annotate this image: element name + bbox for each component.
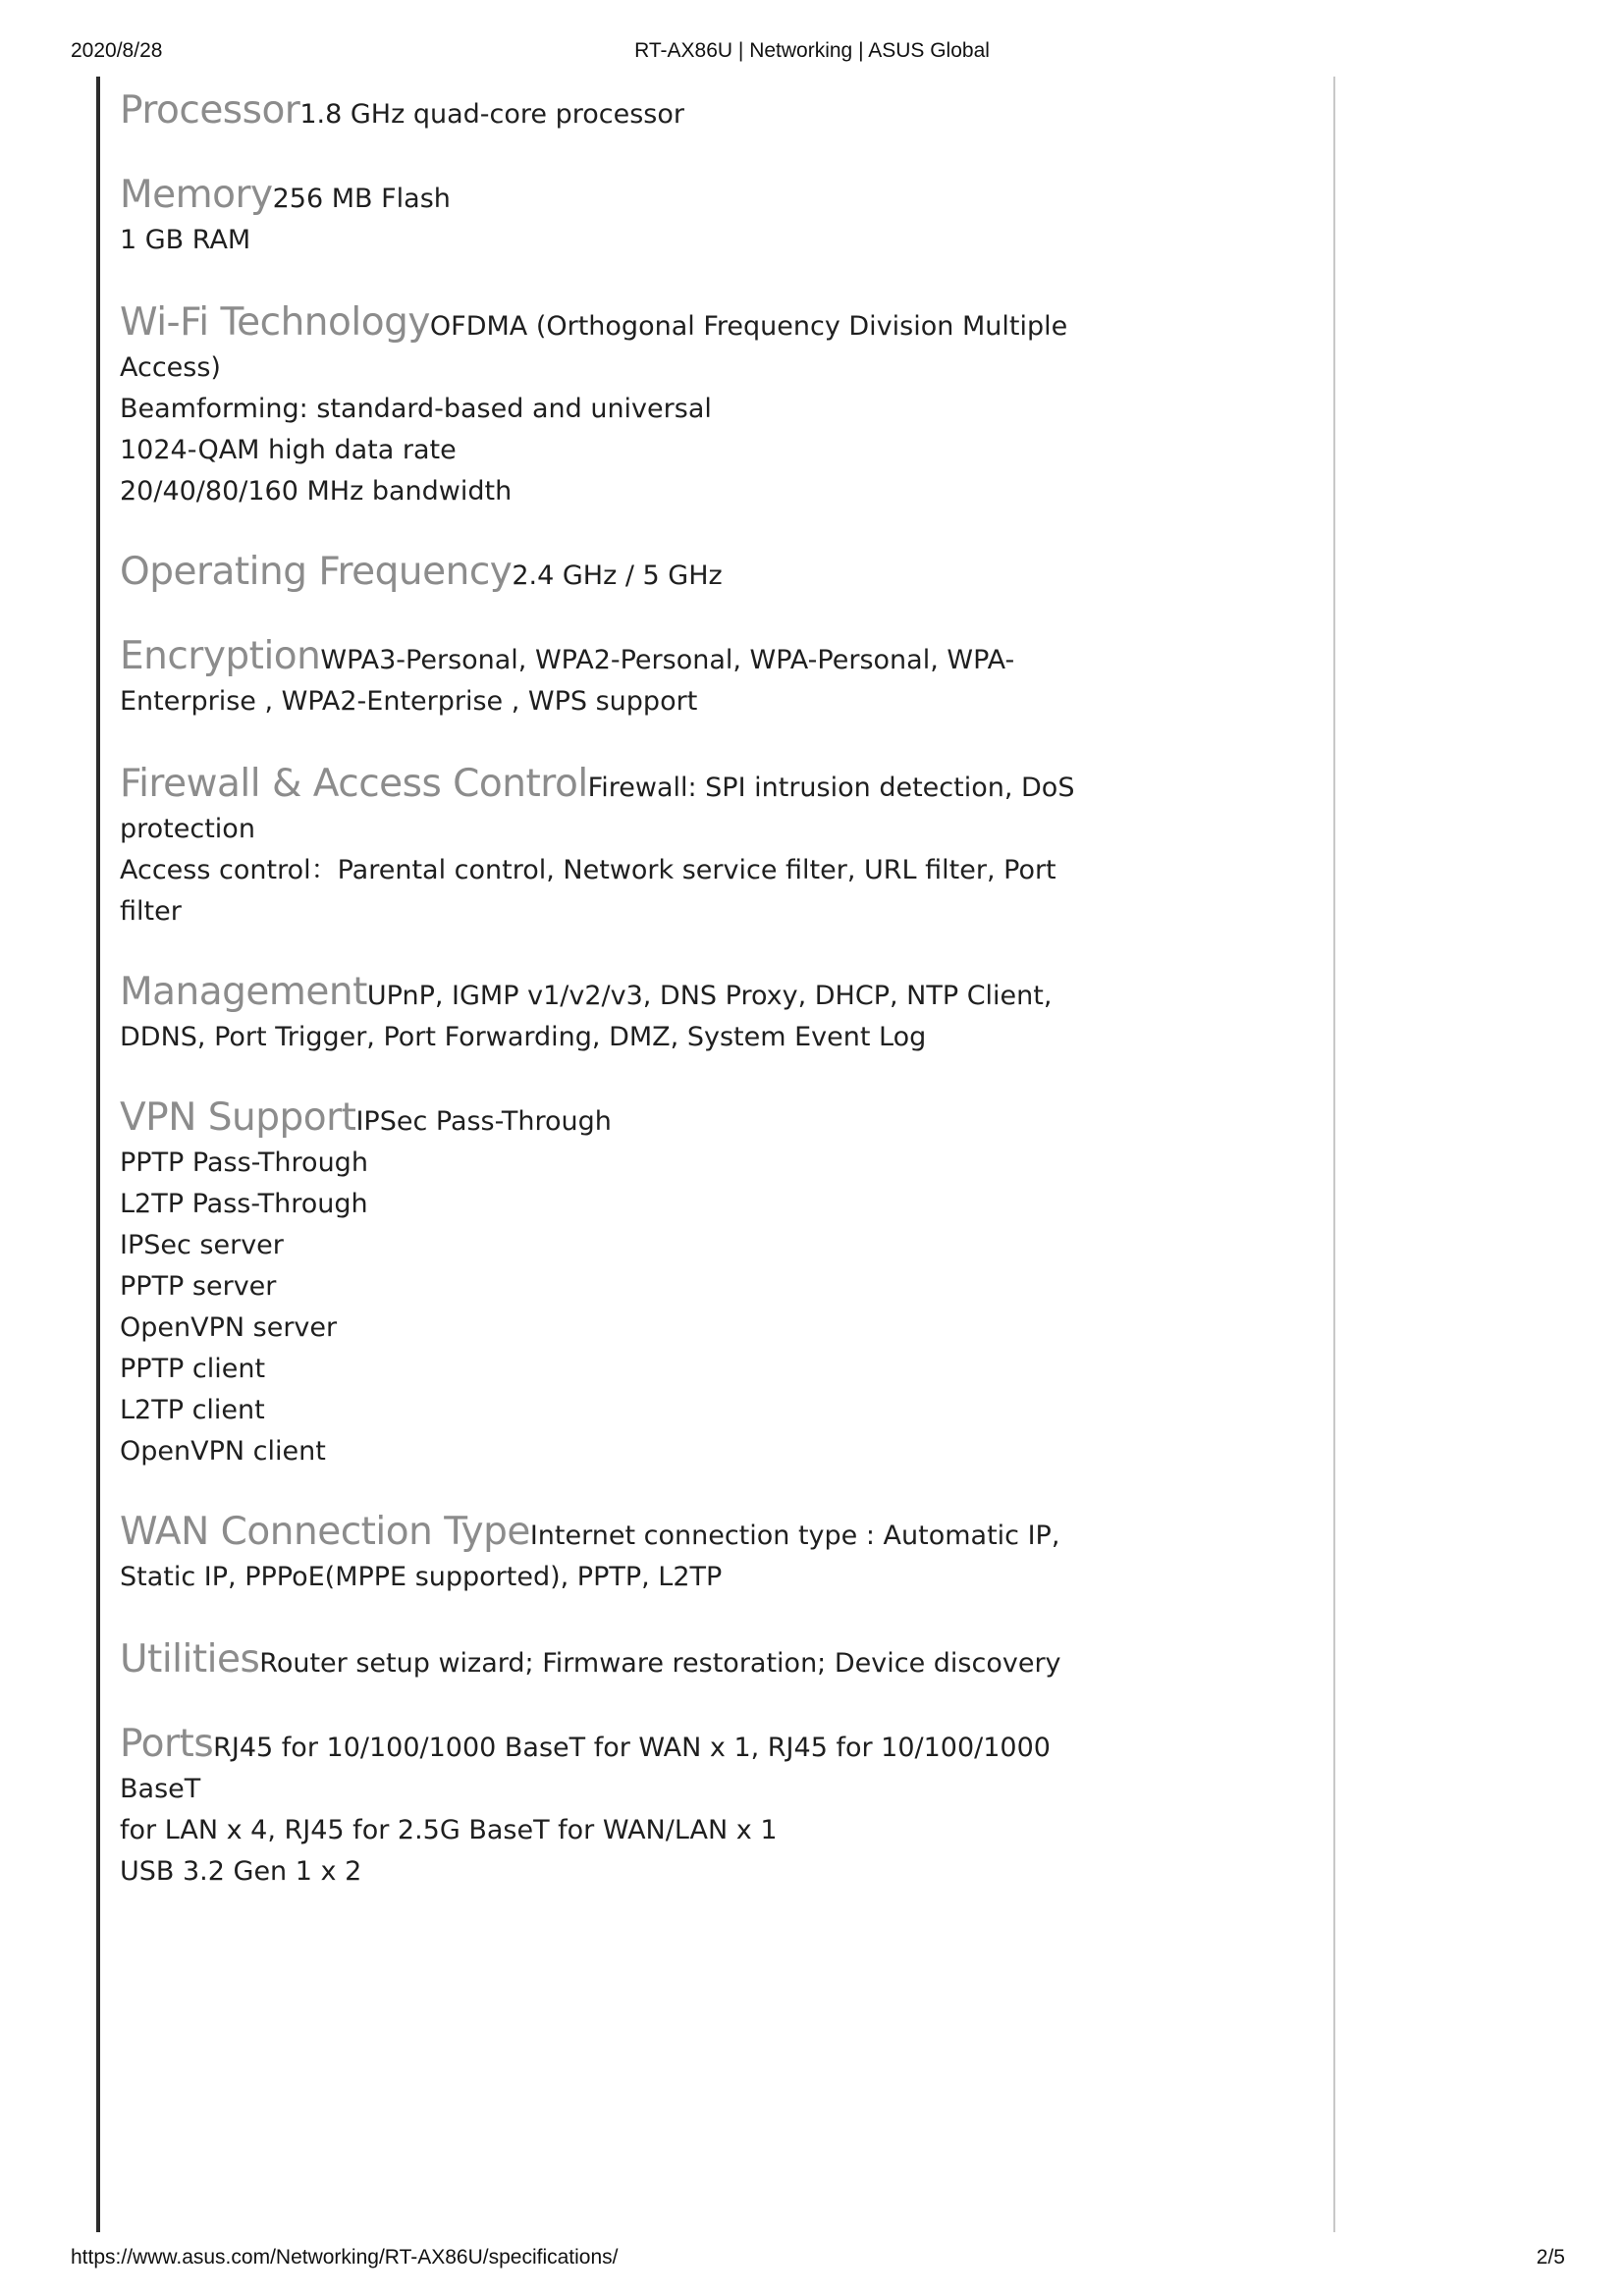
spec-value: 1.8 GHz quad-core processor (299, 99, 684, 130)
spec-first-line (120, 90, 1102, 135)
spec-value-line: Beamforming: standard-based and universal (120, 394, 712, 424)
spec-value: Internet connection type : Automatic IP, (529, 1521, 1060, 1551)
spec-first-line (120, 1512, 1102, 1557)
spec-label: Memory (120, 173, 273, 217)
spec-item (120, 972, 1102, 1058)
spec-label: Firewall & Access Control (120, 762, 588, 806)
spec-first-line (120, 1724, 1102, 1810)
spec-list (120, 90, 1102, 1893)
spec-value-line: IPSec server (120, 1230, 284, 1260)
spec-value: 256 MB Flash (272, 184, 451, 214)
spec-label: VPN Support (120, 1095, 356, 1140)
spec-value-line: OpenVPN client (120, 1436, 326, 1467)
spec-value-line: Static IP, PPPoE(MPPE supported), PPTP, L2TP (120, 1562, 723, 1592)
spec-value-line: PPTP server (120, 1271, 277, 1302)
spec-first-line (120, 175, 1102, 220)
spec-value-line: PPTP Pass-Through (120, 1148, 368, 1178)
print-date: 2020/8/28 (71, 39, 163, 62)
spec-label: Encryption (120, 634, 321, 678)
spec-item (120, 552, 1102, 597)
spec-label: WAN Connection Type (120, 1510, 530, 1554)
spec-item (120, 1724, 1102, 1893)
spec-value: IPSec Pass-Through (355, 1106, 612, 1137)
spec-item (120, 764, 1102, 933)
right-border-rule (1333, 77, 1335, 2232)
spec-item (120, 90, 1102, 135)
spec-value-line: for LAN x 4, RJ45 for 2.5G BaseT for WAN/LAN x 1 (120, 1815, 778, 1845)
spec-item (120, 1639, 1102, 1684)
spec-item (120, 302, 1102, 512)
page-number: 2/5 (1536, 2246, 1565, 2269)
spec-item (120, 1512, 1102, 1598)
spec-value-line: 1024-QAM high data rate (120, 435, 457, 465)
spec-label: Operating Frequency (120, 550, 513, 594)
spec-value-line: USB 3.2 Gen 1 x 2 (120, 1856, 362, 1887)
spec-value-line: Access control：Parental control, Network service filter, URL filter, Port filter (120, 855, 1056, 927)
spec-value-line: L2TP client (120, 1395, 265, 1425)
spec-first-line (120, 636, 1102, 681)
spec-value: Router setup wizard; Firmware restoration; Device discovery (259, 1648, 1061, 1679)
spec-label: Processor (120, 88, 300, 133)
spec-first-line (120, 302, 1102, 347)
spec-label: Wi-Fi Technology (120, 300, 430, 345)
left-border-rule (96, 77, 100, 2232)
spec-value: RJ45 for 10/100/1000 BaseT for WAN x 1, RJ45 for 10/100/1000 BaseT (120, 1733, 1051, 1804)
spec-value-line: 1 GB RAM (120, 225, 251, 255)
spec-label: Ports (120, 1722, 214, 1766)
spec-value-line: Enterprise , WPA2-Enterprise , WPS support (120, 686, 698, 717)
spec-value-line: L2TP Pass-Through (120, 1189, 368, 1219)
spec-value: 2.4 GHz / 5 GHz (512, 561, 723, 591)
spec-value-line: protection (120, 814, 255, 844)
spec-value-line: OpenVPN server (120, 1312, 338, 1343)
spec-first-line (120, 972, 1102, 1017)
spec-value: UPnP, IGMP v1/v2/v3, DNS Proxy, DHCP, NTP Client, (366, 981, 1053, 1011)
spec-value-line: DDNS, Port Trigger, Port Forwarding, DMZ, System Event Log (120, 1022, 927, 1052)
page-url: https://www.asus.com/Networking/RT-AX86U/specifications/ (71, 2246, 619, 2269)
spec-value-line: Access) (120, 352, 221, 383)
spec-value-line: 20/40/80/160 MHz bandwidth (120, 476, 513, 507)
spec-first-line (120, 1097, 1102, 1143)
spec-item (120, 175, 1102, 261)
spec-item (120, 636, 1102, 722)
spec-label: Management (120, 970, 367, 1014)
spec-first-line (120, 552, 1102, 597)
spec-value: OFDMA (Orthogonal Frequency Division Multiple (429, 311, 1068, 342)
spec-value: Firewall: SPI intrusion detection, DoS (587, 773, 1075, 803)
spec-item (120, 1097, 1102, 1472)
spec-first-line (120, 764, 1102, 809)
spec-first-line (120, 1639, 1102, 1684)
spec-value: WPA3-Personal, WPA2-Personal, WPA-Personal, WPA- (320, 645, 1015, 675)
spec-label: Utilities (120, 1637, 260, 1682)
page-title: RT-AX86U | Networking | ASUS Global (634, 39, 990, 62)
spec-value-line: PPTP client (120, 1354, 266, 1384)
